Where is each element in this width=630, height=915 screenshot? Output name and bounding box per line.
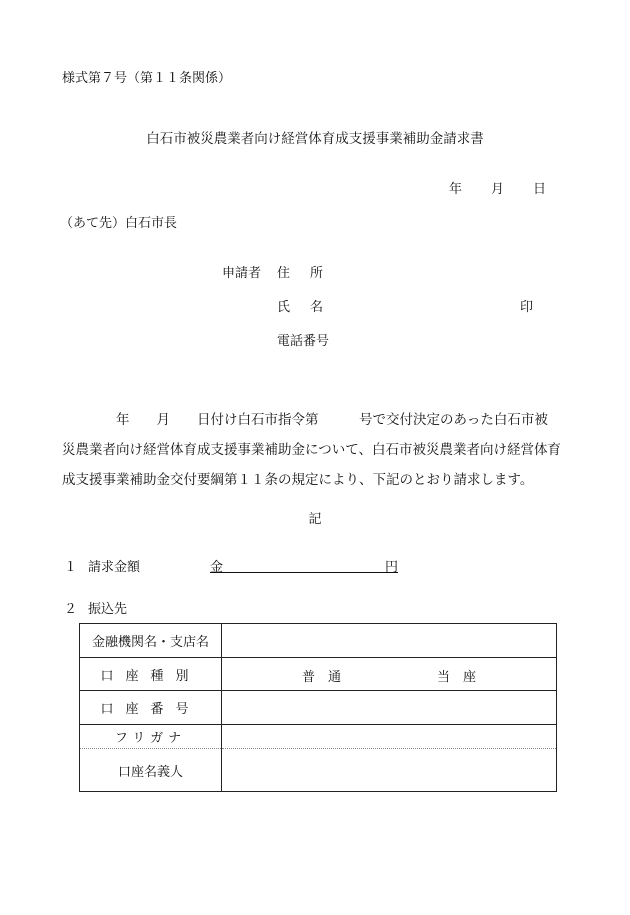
account-type-label: 口座種別 [80, 658, 222, 691]
furigana-field[interactable] [222, 725, 557, 749]
en-label: 円 [384, 560, 398, 575]
date-day-label: 日 [533, 182, 547, 197]
item2-number: ２ [64, 602, 78, 617]
table-row [80, 624, 557, 658]
bank-branch-field[interactable] [222, 624, 557, 658]
account-holder-field[interactable] [222, 749, 557, 792]
applicant-label: 申請者 [222, 266, 262, 281]
item1-number: １ [64, 560, 78, 575]
statement-line-2: 災農業者向け経営体育成支援事業補助金について、白石市被災農業者向け経営体育 [62, 442, 561, 458]
name-label: 氏名 [277, 300, 344, 315]
bank-account-table [79, 623, 557, 792]
table-row [80, 691, 557, 725]
seal-mark: 印 [520, 300, 534, 315]
request-amount-field[interactable] [210, 556, 398, 573]
date-year-label: 年 [449, 182, 463, 197]
statement-line-1: 年 月 日付け白石市指令第 号で交付決定のあった白石市被 [62, 412, 548, 428]
address-label: 住所 [277, 266, 344, 281]
account-number-label: 口座番号 [80, 691, 222, 725]
statement-line-3: 成支援事業補助金交付要綱第１１条の規定により、下記のとおり請求します。 [62, 472, 534, 488]
request-amount-label: 請求金額 [88, 560, 141, 575]
furigana-label: フリガナ [80, 725, 222, 749]
account-holder-label: 口座名義人 [80, 749, 222, 792]
account-type-field [222, 658, 557, 691]
ki-heading: 記 [308, 512, 322, 527]
addressee: （あて先）白石市長 [60, 216, 178, 231]
table-row [80, 749, 557, 792]
transfer-destination-label: 振込先 [88, 602, 128, 617]
account-type-current[interactable]: 当 座 [437, 670, 477, 685]
date-month-label: 月 [491, 182, 505, 197]
document-title: 白石市被災農業者向け経営体育成支援事業補助金請求書 [146, 131, 484, 147]
account-number-field[interactable] [222, 691, 557, 725]
account-type-ordinary[interactable]: 普 通 [302, 670, 342, 685]
table-row [80, 658, 557, 691]
request-statement [62, 405, 582, 495]
table-row [80, 725, 557, 749]
phone-label: 電話番号 [277, 334, 330, 349]
kin-label: 金 [210, 560, 224, 575]
bank-branch-label: 金融機関名・支店名 [80, 624, 222, 658]
form-number: 様式第７号（第１１条関係） [62, 71, 232, 86]
